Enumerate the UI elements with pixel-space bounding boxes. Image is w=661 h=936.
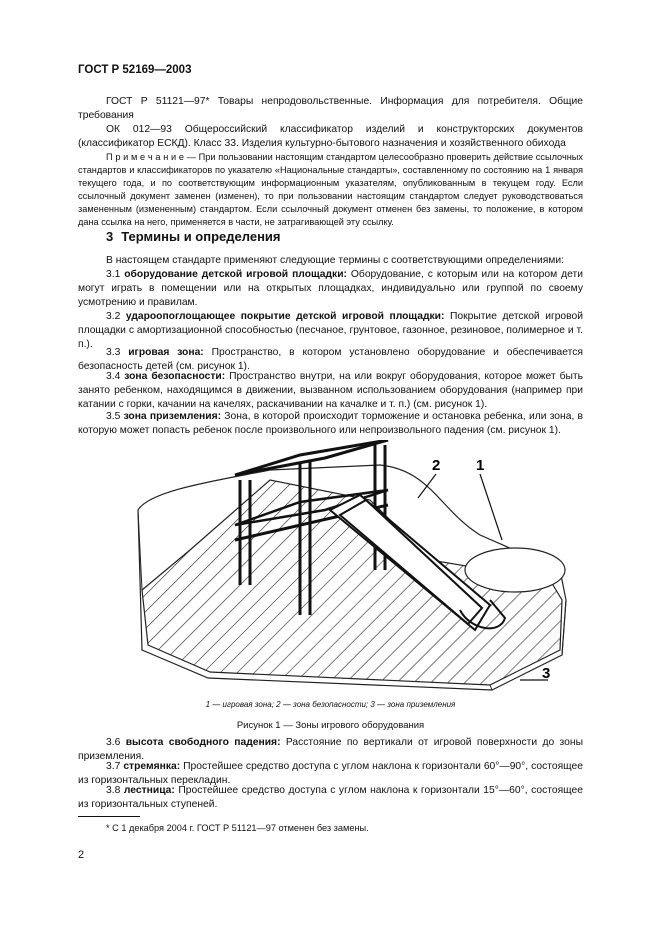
- term-name: высота свободного падения:: [125, 737, 281, 748]
- footnote-rule: [78, 816, 140, 817]
- term-definition: Зона, в которой происходит торможение и остановка ребенка, или зона, в которую может попасть ребенок после произвольного или непроизвольного падения (см. рисунок 1).: [78, 411, 583, 436]
- document-header: ГОСТ Р 52169—2003: [78, 64, 192, 76]
- reference-gost-51121: ГОСТ Р 51121—97* Товары непродовольственные. Информация для потребителя. Общие требования: [78, 96, 583, 121]
- term-definition: Простейшее средство доступа с углом наклона к горизонтали 60°—90°, состоящее из горизонтальных перекладин.: [78, 761, 583, 786]
- section-heading: [106, 229, 289, 244]
- section-number: 3: [106, 229, 114, 244]
- term-name: игровая зона:: [128, 347, 204, 358]
- term-number: 3.7: [106, 761, 121, 772]
- term-3-5: [78, 410, 583, 438]
- term-number: 3.8: [106, 785, 121, 796]
- term-3-1: [78, 268, 583, 310]
- figure-label-2: 2: [432, 457, 441, 474]
- term-number: 3.5: [106, 411, 121, 422]
- term-number: 3.6: [106, 737, 121, 748]
- term-definition: Простейшее средство доступа с углом наклона к горизонтали 15°—60°, состоящее из горизонтальных ступеней.: [78, 785, 583, 810]
- term-name: удароопоглощающее покрытие детской игровой площадки:: [125, 311, 445, 322]
- note-text: — При пользовании настоящим стандартом целесообразно проверить действие ссылочных стандартов и классификаторов по указателю «Национальные стандарты», составленному по состоянию на 1 января текущего года, и по соответствующим информационным указателям, опубликованным в текущем году. Если ссылочный документ заменен (изменен), то при пользовании настоящим стандартом следует руководствоваться замененным (измененным) стандартом. Если ссылочный документ отменен без замены, то положение, в котором дана ссылка на него, применяется в части, не затрагивающей эту ссылку.: [78, 152, 583, 227]
- note-label: П р и м е ч а н и е: [106, 152, 185, 162]
- figure-caption: Рисунок 1 — Зоны игрового оборудования: [236, 720, 425, 731]
- section-title: Термины и определения: [121, 229, 281, 244]
- figure-playground-zones: [130, 440, 570, 700]
- figure-label-3: 3: [542, 665, 551, 682]
- term-definition: Расстояние по вертикали от игровой поверхности до зоны приземления.: [78, 737, 583, 762]
- term-3-8: [78, 784, 583, 812]
- reference-ok-012: ОК 012—93 Общероссийский классификатор изделий и конструкторских документов (классификатор ЕСКД). Класс 33. Изделия культурно-бытового назначения и хозяйственного обихода: [78, 124, 583, 149]
- play-zone-end: [465, 548, 565, 592]
- term-name: стремянка:: [123, 761, 181, 772]
- term-name: зона безопасности:: [124, 371, 226, 382]
- term-name: оборудование детской игровой площадки:: [124, 269, 347, 280]
- figure-legend: 1 — игровая зона; 2 — зона безопасности; 3 — зона приземления: [205, 700, 456, 709]
- term-name: зона приземления:: [123, 411, 222, 422]
- term-number: 3.4: [106, 371, 121, 382]
- term-3-4: [78, 370, 583, 412]
- term-number: 3.1: [106, 269, 121, 280]
- footnote: * С 1 декабря 2004 г. ГОСТ Р 51121—97 отменен без замены.: [106, 823, 369, 833]
- reference-note: [78, 151, 583, 229]
- page-number: 2: [78, 849, 85, 861]
- term-definition: Покрытие детской игровой площадки с амортизационной способностью (песчаное, грунтовое, газонное, резиновое, полимерное и т. п.).: [78, 311, 583, 350]
- term-definition: Оборудование, с которым или на котором дети могут играть в помещении или на открытых площадках, индивидуально или группой по своему усмотрению и правилам.: [78, 269, 583, 308]
- figure-label-1: 1: [476, 457, 485, 474]
- term-number: 3.2: [106, 311, 121, 322]
- term-definition: Пространство, в котором установлено оборудование и обеспечивается безопасность детей (см. рисунок 1).: [78, 347, 583, 372]
- term-name: лестница:: [123, 785, 175, 796]
- term-number: 3.3: [106, 347, 121, 358]
- term-definition: Пространство внутри, на или вокруг оборудования, которое может быть занято ребенком, находящимся в движении, вызванном использованием оборудования (например при катании с горки, качании на качелях, раскачивании на качалке и т. п.) (см. рисунок 1).: [78, 371, 583, 410]
- section-intro: В настоящем стандарте применяют следующие термины с соответствующими определениями:: [106, 255, 564, 266]
